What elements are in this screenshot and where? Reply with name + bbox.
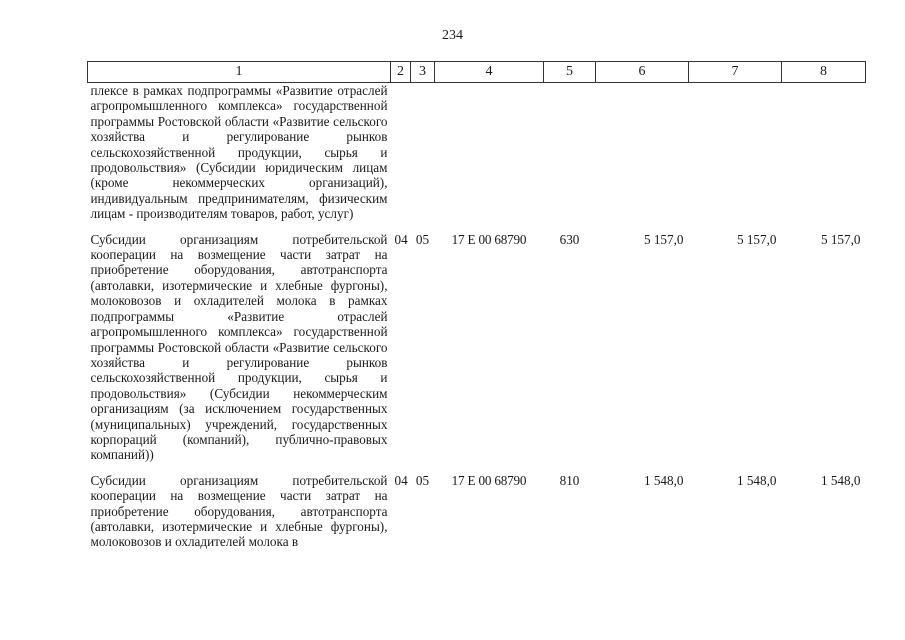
row-amount-3: 5 157,0 xyxy=(820,231,861,247)
header-col-8: 8 xyxy=(782,62,866,83)
row-expense-type: 810 xyxy=(559,472,580,488)
row-amount-2: 5 157,0 xyxy=(736,231,777,247)
table-body xyxy=(88,83,866,560)
row-amount-3 xyxy=(782,83,866,232)
row-expense-type: 630 xyxy=(559,231,580,247)
table-row xyxy=(88,473,866,560)
row-target-code xyxy=(435,83,544,232)
row-description: Субсидии организациям потребительской кооперации на возмещение части затрат на приобретение оборудования, автотранспорта (автолавки, изотермические и хлебные фургоны), молоковозов и охладителей молока в рамках подпрограммы «Развитие отраслей агропромышленного комплекса» государственной программы Ростовской области «Развитие сельского хозяйства и регулирование рынков сельскохозяйственной продукции, сырья и продовольствия» (Субсидии некоммерческим организациям (за исключением государственных (муниципальных) учреждений, государственных корпораций (компаний), публично-правовых компаний)) xyxy=(90,231,388,463)
row-subsection: 05 xyxy=(415,231,430,247)
table-header xyxy=(88,62,866,83)
header-row xyxy=(88,62,866,83)
row-target-code: 17 Е 00 68790 xyxy=(451,231,527,247)
header-col-3: 3 xyxy=(411,62,435,83)
table-row xyxy=(88,232,866,473)
budget-table xyxy=(87,61,866,560)
row-amount-2: 1 548,0 xyxy=(736,472,777,488)
row-section xyxy=(391,83,411,232)
row-amount-3: 1 548,0 xyxy=(820,472,861,488)
row-expense-type xyxy=(544,83,596,232)
page-number: 234 xyxy=(442,28,463,43)
header-col-2: 2 xyxy=(391,62,411,83)
row-section: 04 xyxy=(394,472,408,488)
row-subsection xyxy=(411,83,435,232)
table-row xyxy=(88,83,866,232)
row-target-code: 17 Е 00 68790 xyxy=(451,472,527,488)
header-col-1: 1 xyxy=(88,62,391,83)
row-subsection: 05 xyxy=(415,472,430,488)
row-amount-1: 5 157,0 xyxy=(643,231,684,247)
header-col-7: 7 xyxy=(689,62,782,83)
header-col-5: 5 xyxy=(544,62,596,83)
row-section: 04 xyxy=(394,231,408,247)
row-description: плексе в рамках подпрограммы «Развитие отраслей агропромышленного комплекса» государственной программы Ростовской области «Развитие сельского хозяйства и регулирование рынков сельскохозяйственной продукции, сырья и продовольствия» (Субсидии юридическим лицам (кроме некоммерческих организаций), индивидуальным предпринимателям, физическим лицам - производителям товаров, работ, услуг) xyxy=(90,83,388,222)
row-amount-1: 1 548,0 xyxy=(643,472,684,488)
row-description: Субсидии организациям потребительской кооперации на возмещение части затрат на приобретение оборудования, автотранспорта (автолавки, изотермические и хлебные фургоны), молоковозов и охладителей молока в xyxy=(90,472,388,550)
row-amount-2 xyxy=(689,83,782,232)
header-col-4: 4 xyxy=(435,62,544,83)
header-col-6: 6 xyxy=(596,62,689,83)
row-amount-1 xyxy=(596,83,689,232)
